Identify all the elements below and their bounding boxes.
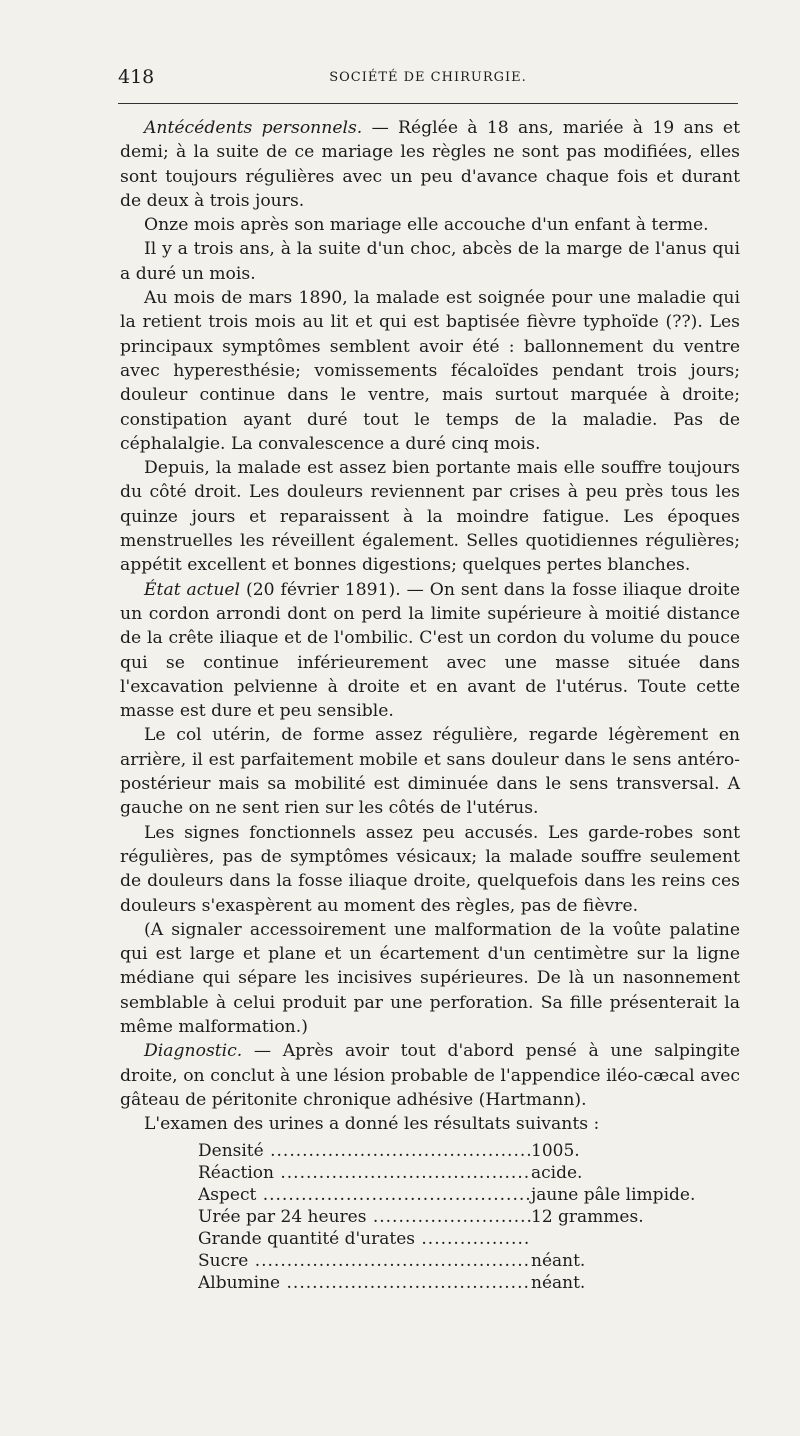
paragraph-text: (A signaler accessoirement une malformation de la voûte palatine qui est large et plane et un écartement d'un centimètre sur la ligne médiane qui sépare les incisives supérieures. De là un nasonnement semblable à celui produit par une perforation. Sa fille présenterait la même malformation.)	[120, 919, 740, 1037]
paragraph	[120, 578, 740, 724]
result-value: néant.	[531, 1251, 586, 1272]
result-value: 12 grammes.	[531, 1207, 644, 1228]
paragraph-text: Au mois de mars 1890, la malade est soignée pour une maladie qui la retient trois mois au lit et qui est baptisée fièvre typhoïde (??). Les principaux symptômes semblent avoir été : ballonnement du ventre avec hyperesthésie; vomissements fécaloïdes pendant trois jours; douleur continue dans le ventre, mais surtout marquée à droite; constipation ayant duré tout le temps de la maladie. Pas de céphalalgie. La convalescence a duré cinq mois.	[120, 288, 740, 454]
result-value: jaune pâle limpide.	[531, 1185, 696, 1206]
running-title: SOCIÉTÉ DE CHIRURGIE.	[329, 70, 527, 85]
paragraph	[120, 821, 740, 918]
paragraph	[120, 286, 740, 456]
body-text	[120, 116, 740, 1294]
result-label: Grande quantité d'urates .....	[198, 1228, 531, 1250]
result-row	[198, 1140, 740, 1162]
header-rule	[118, 103, 738, 104]
paragraph	[120, 237, 740, 286]
result-row	[198, 1228, 740, 1250]
result-label: Sucre .....	[198, 1250, 531, 1272]
paragraph-text: — Réglée à 18 ans, mariée à 19 ans et demi; à la suite de ce mariage les règles ne sont pas modifiées, elles sont toujours régulières avec un peu d'avance chaque fois et durant de deux à trois jours.	[120, 118, 740, 211]
paragraph-text: Depuis, la malade est assez bien portante mais elle souffre toujours du côté droit. Les douleurs reviennent par crises à peu près tous les quinze jours et reparaissent à la moindre fatigue. Les époques menstruelles les réveillent également. Selles quotidiennes régulières; appétit excellent et bonnes digestions; quelques pertes blanches.	[120, 458, 740, 576]
paragraph	[120, 723, 740, 820]
result-row	[198, 1184, 740, 1206]
result-row	[198, 1162, 740, 1184]
section-lead: État actuel	[144, 579, 241, 600]
result-label: Réaction .....	[198, 1162, 531, 1184]
paragraph-text: (20 février 1891). — On sent dans la fosse iliaque droite un cordon arrondi dont on perd la limite supérieure à moitié distance de la crête iliaque et de l'ombilic. C'est un cordon du volume du pouce qui se continue inférieurement avec une masse située dans l'excavation pelvienne à droite et en avant de l'utérus. Toute cette masse est dure et peu sensible.	[120, 579, 740, 722]
result-row	[198, 1272, 740, 1294]
result-label: Urée par 24 heures .....	[198, 1206, 531, 1228]
result-label: Aspect .....	[198, 1184, 531, 1206]
section-lead: Antécédents personnels.	[144, 118, 363, 138]
paragraph-text: — Après avoir tout d'abord pensé à une salpingite droite, on conclut à une lésion probable de l'appendice iléo-cæcal avec gâteau de péritonite chronique adhésive (Hartmann).	[120, 1041, 740, 1110]
paragraph-text: Onze mois après son mariage elle accouche d'un enfant à terme.	[144, 215, 709, 236]
urine-results-table	[120, 1140, 740, 1294]
result-value: 1005.	[531, 1141, 580, 1162]
result-row	[198, 1250, 740, 1272]
paragraph	[120, 918, 740, 1039]
paragraph-text: L'examen des urines a donné les résultats suivants :	[144, 1114, 600, 1135]
page-header	[118, 66, 738, 92]
paragraph-text: Il y a trois ans, à la suite d'un choc, abcès de la marge de l'anus qui a duré un mois.	[120, 239, 740, 284]
paragraph	[120, 213, 740, 237]
result-label: Albumine .....	[198, 1272, 531, 1294]
paragraph-text: Les signes fonctionnels assez peu accusés. Les garde-robes sont régulières, pas de symptômes vésicaux; la malade souffre seulement de douleurs dans la fosse iliaque droite, quelquefois dans les reins ces douleurs s'exaspèrent au moment des règles, pas de fièvre.	[120, 822, 740, 916]
result-row	[198, 1206, 740, 1228]
paragraph	[120, 456, 740, 577]
paragraph	[120, 116, 740, 213]
result-label: Densité .....	[198, 1140, 531, 1162]
result-value: néant.	[531, 1273, 586, 1294]
paragraph	[120, 1039, 740, 1112]
paragraph	[120, 1112, 740, 1136]
page-number: 418	[118, 66, 155, 88]
section-lead: Diagnostic.	[144, 1041, 243, 1062]
paragraph-text: Le col utérin, de forme assez régulière, regarde légèrement en arrière, il est parfaitement mobile et sans douleur dans le sens antéro-postérieur mais sa mobilité est diminuée dans le sens transversal. A gauche on ne sent rien sur les côtés de l'utérus.	[120, 725, 740, 819]
result-value: acide.	[531, 1163, 583, 1184]
result-value	[531, 1228, 740, 1250]
